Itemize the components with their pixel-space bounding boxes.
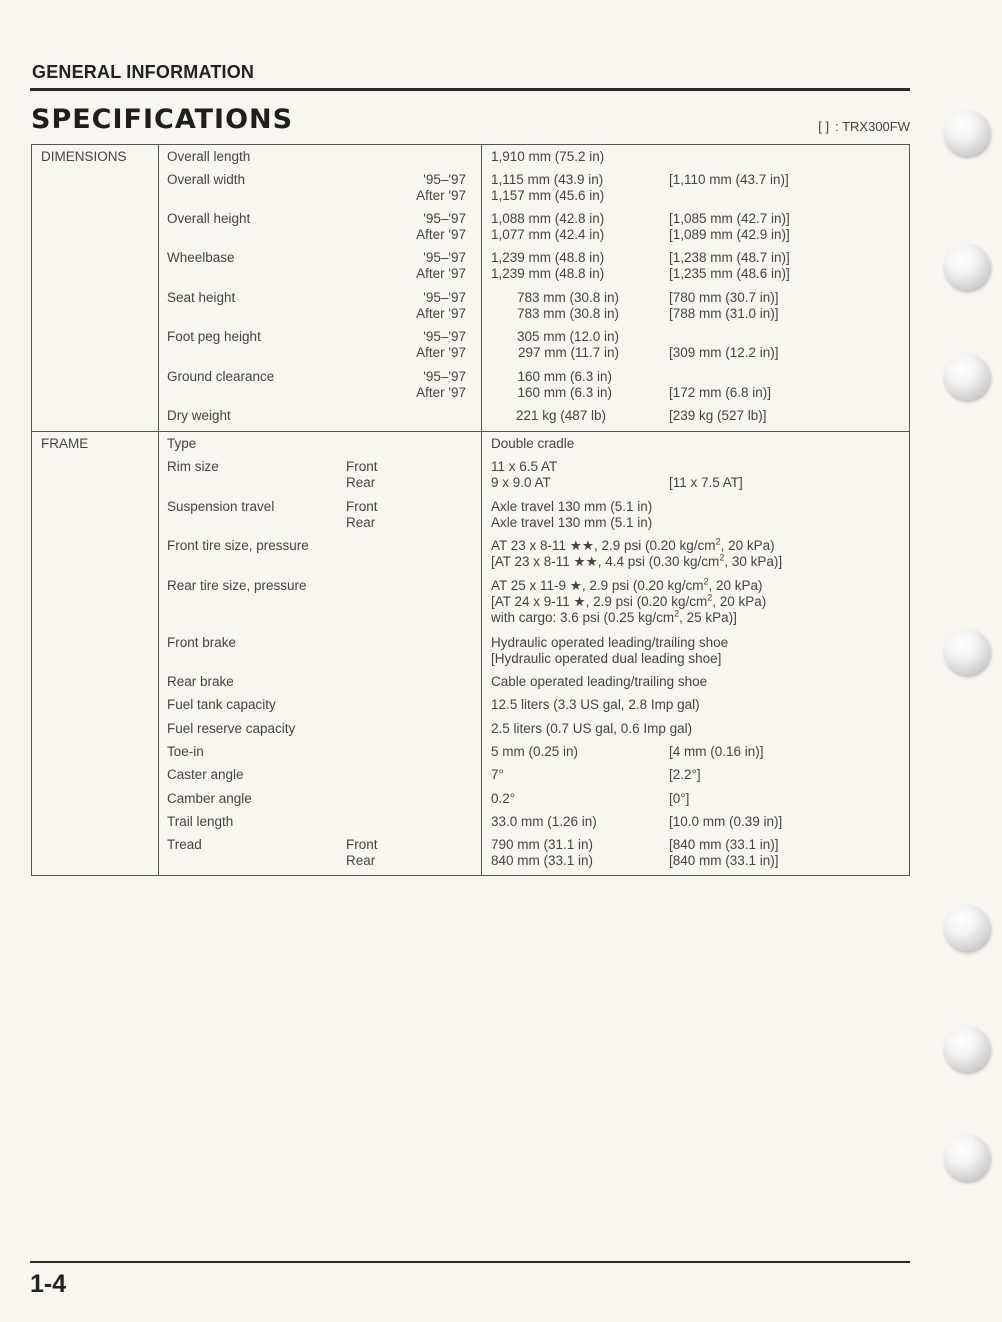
spec-alt-value: [1,110 mm (43.7 in)] xyxy=(669,172,789,187)
value-part: [AT 23 x 8-11 ★★, 4.4 psi (0.30 kg/cm xyxy=(491,554,720,569)
spec-label: Fuel tank capacity xyxy=(167,697,276,712)
value-part: with cargo: 3.6 psi (0.25 kg/cm xyxy=(491,610,675,625)
spec-side: Front xyxy=(346,837,378,852)
spec-year: '95–'97 xyxy=(423,369,466,384)
spec-value: 0.2° xyxy=(491,791,516,806)
binder-hole xyxy=(944,1135,990,1181)
spec-side: Front xyxy=(346,499,378,514)
legend-text: : TRX300FW xyxy=(835,119,910,134)
spec-value: 9 x 9.0 AT xyxy=(491,475,551,490)
spec-alt-value: [2.2°] xyxy=(669,767,701,782)
spec-alt-value: [4 mm (0.16 in)] xyxy=(669,744,764,759)
footer-rule xyxy=(30,1261,910,1263)
spec-value: 160 mm (6.3 in) xyxy=(517,369,612,384)
spec-alt-value: [10.0 mm (0.39 in)] xyxy=(669,814,783,829)
page-title: SPECIFICATIONS xyxy=(31,104,294,135)
table-divider xyxy=(481,145,482,875)
spec-value: 1,910 mm (75.2 in) xyxy=(491,149,605,164)
spec-label: Seat height xyxy=(167,290,236,305)
model-legend xyxy=(818,119,910,134)
spec-alt-value: [11 x 7.5 AT] xyxy=(669,475,743,490)
superscript: 2 xyxy=(715,536,721,547)
page-number: 1-4 xyxy=(30,1270,67,1298)
spec-side: Rear xyxy=(346,515,376,530)
header-rule xyxy=(30,88,910,91)
spec-value: 1,157 mm (45.6 in) xyxy=(491,188,605,203)
spec-value xyxy=(491,554,782,570)
spec-value: 2.5 liters (0.7 US gal, 0.6 Imp gal) xyxy=(491,721,693,736)
spec-value: [Hydraulic operated dual leading shoe] xyxy=(491,651,722,666)
spec-year: '95–'97 xyxy=(423,290,466,305)
superscript: 2 xyxy=(703,576,709,587)
spec-value: 7° xyxy=(491,767,504,782)
spec-year: '95–'97 xyxy=(423,172,466,187)
binder-hole xyxy=(944,629,990,675)
spec-year: After '97 xyxy=(416,385,466,400)
spec-value: 160 mm (6.3 in) xyxy=(517,385,612,400)
spec-value: 1,239 mm (48.8 in) xyxy=(491,266,605,281)
spec-label: Overall height xyxy=(167,211,251,226)
value-part: , 20 kPa) xyxy=(708,578,763,593)
spec-label: Wheelbase xyxy=(167,250,235,265)
binder-hole xyxy=(944,110,990,156)
spec-value: 783 mm (30.8 in) xyxy=(516,306,619,321)
value-part: AT 25 x 11-9 ★, 2.9 psi (0.20 kg/cm xyxy=(491,578,704,593)
legend-bracket: [ ] xyxy=(818,119,830,134)
spec-value: 1,115 mm (43.9 in) xyxy=(491,172,604,187)
spec-side: Front xyxy=(346,459,378,474)
spec-alt-value: [1,235 mm (48.6 in)] xyxy=(669,266,790,281)
table-divider xyxy=(158,145,159,875)
spec-label: Suspension travel xyxy=(167,499,275,514)
spec-value: Axle travel 130 mm (5.1 in) xyxy=(491,499,653,514)
binder-hole xyxy=(944,244,990,290)
spec-value: Hydraulic operated leading/trailing shoe xyxy=(491,635,729,650)
category-frame: FRAME xyxy=(41,436,89,451)
spec-label: Trail length xyxy=(167,814,234,829)
spec-year: '95–'97 xyxy=(423,250,466,265)
spec-label: Tread xyxy=(167,837,202,852)
value-part: , 25 kPa)] xyxy=(679,610,737,625)
spec-year: After '97 xyxy=(416,306,466,321)
spec-side: Rear xyxy=(346,475,376,490)
spec-label: Rear tire size, pressure xyxy=(167,578,307,593)
spec-value: 297 mm (11.7 in) xyxy=(517,345,619,360)
spec-alt-value: [1,089 mm (42.9 in)] xyxy=(669,227,790,242)
spec-alt-value: [309 mm (12.2 in)] xyxy=(669,345,779,360)
spec-year: '95–'97 xyxy=(423,211,466,226)
table-divider xyxy=(32,431,909,432)
binder-hole xyxy=(944,1026,990,1072)
spec-side: Rear xyxy=(346,853,376,868)
spec-value: Axle travel 130 mm (5.1 in) xyxy=(491,515,653,530)
spec-value xyxy=(491,594,766,610)
spec-label: Dry weight xyxy=(167,408,231,423)
section-heading: GENERAL INFORMATION xyxy=(32,62,255,82)
category-dimensions: DIMENSIONS xyxy=(41,149,127,164)
spec-alt-value: [0°] xyxy=(669,791,690,806)
spec-value: 11 x 6.5 AT xyxy=(491,459,558,474)
spec-label: Ground clearance xyxy=(167,369,275,384)
spec-label: Caster angle xyxy=(167,767,244,782)
spec-value: 1,239 mm (48.8 in) xyxy=(491,250,605,265)
spec-label: Type xyxy=(167,436,197,451)
value-part: , 20 kPa) xyxy=(712,594,767,609)
spec-table xyxy=(31,144,910,876)
spec-year: After '97 xyxy=(416,266,466,281)
spec-value: 5 mm (0.25 in) xyxy=(491,744,579,759)
spec-value xyxy=(491,610,737,626)
spec-alt-value: [1,238 mm (48.7 in)] xyxy=(669,250,790,265)
spec-value: 840 mm (33.1 in) xyxy=(491,853,594,868)
value-part: AT 23 x 8-11 ★★, 2.9 psi (0.20 kg/cm xyxy=(491,538,716,553)
spec-year: After '97 xyxy=(416,345,466,360)
spec-value: Cable operated leading/trailing shoe xyxy=(491,674,708,689)
spec-alt-value: [840 mm (33.1 in)] xyxy=(669,837,779,852)
spec-label: Foot peg height xyxy=(167,329,261,344)
spec-value: 12.5 liters (3.3 US gal, 2.8 Imp gal) xyxy=(491,697,700,712)
spec-label: Front tire size, pressure xyxy=(167,538,309,553)
spec-label: Front brake xyxy=(167,635,237,650)
superscript: 2 xyxy=(719,552,725,563)
spec-label: Fuel reserve capacity xyxy=(167,721,296,736)
spec-label: Rim size xyxy=(167,459,219,474)
spec-alt-value: [780 mm (30.7 in)] xyxy=(669,290,779,305)
spec-value: 221 kg (487 lb) xyxy=(515,408,606,423)
binder-hole xyxy=(944,354,990,400)
spec-alt-value: [788 mm (31.0 in)] xyxy=(669,306,779,321)
spec-value: 305 mm (12.0 in) xyxy=(516,329,619,344)
binder-hole xyxy=(944,905,990,951)
spec-value: 790 mm (31.1 in) xyxy=(491,837,594,852)
value-part: , 20 kPa) xyxy=(720,538,775,553)
spec-alt-value: [1,085 mm (42.7 in)] xyxy=(669,211,790,226)
superscript: 2 xyxy=(674,608,680,619)
spec-value xyxy=(491,538,775,554)
spec-label: Overall width xyxy=(167,172,246,187)
spec-alt-value: [239 kg (527 lb)] xyxy=(669,408,767,423)
spec-year: '95–'97 xyxy=(423,329,466,344)
superscript: 2 xyxy=(707,592,713,603)
spec-label: Toe-in xyxy=(167,744,204,759)
spec-alt-value: [172 mm (6.8 in)] xyxy=(669,385,772,400)
spec-alt-value: [840 mm (33.1 in)] xyxy=(669,853,779,868)
spec-value: 783 mm (30.8 in) xyxy=(516,290,619,305)
value-part: , 30 kPa)] xyxy=(724,554,783,569)
spec-value: 1,088 mm (42.8 in) xyxy=(491,211,605,226)
spec-label: Rear brake xyxy=(167,674,234,689)
spec-value xyxy=(491,578,763,594)
spec-value: Double cradle xyxy=(491,436,575,451)
spec-year: After '97 xyxy=(416,188,466,203)
value-part: [AT 24 x 9-11 ★, 2.9 psi (0.20 kg/cm xyxy=(491,594,708,609)
spec-year: After '97 xyxy=(416,227,466,242)
spec-value: 33.0 mm (1.26 in) xyxy=(491,814,597,829)
spec-label: Camber angle xyxy=(167,791,252,806)
spec-label: Overall length xyxy=(167,149,251,164)
spec-value: 1,077 mm (42.4 in) xyxy=(491,227,605,242)
